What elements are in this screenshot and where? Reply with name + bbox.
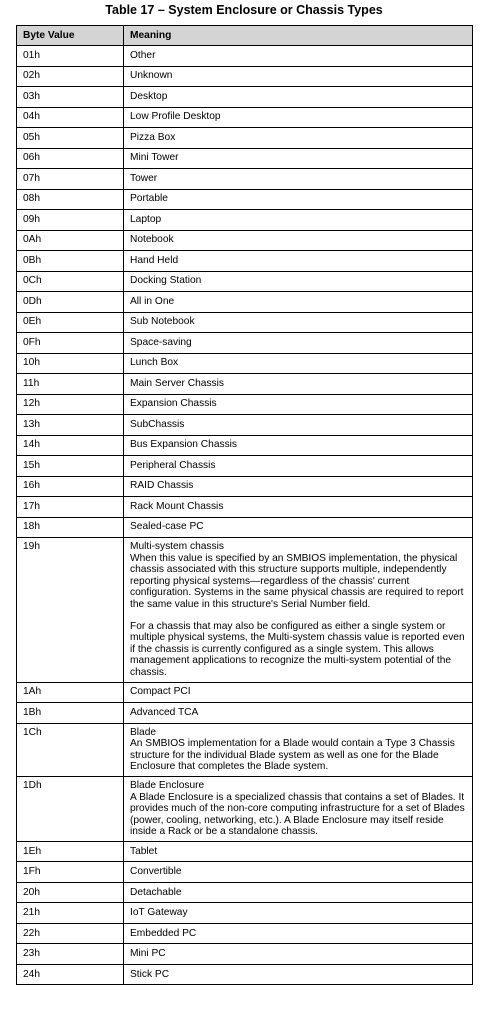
table-row xyxy=(17,189,473,210)
meaning-cell xyxy=(124,723,473,776)
meaning-cell xyxy=(124,841,473,862)
meaning-title: Hand Held xyxy=(130,254,179,266)
byte-value-cell: 1Bh xyxy=(17,703,124,724)
byte-value-cell: 13h xyxy=(17,415,124,436)
table-row xyxy=(17,107,473,128)
meaning-cell xyxy=(124,46,473,67)
meaning-cell xyxy=(124,148,473,169)
table-row xyxy=(17,169,473,190)
table-row xyxy=(17,46,473,67)
meaning-cell xyxy=(124,903,473,924)
meaning-cell xyxy=(124,394,473,415)
header-byte-value: Byte Value xyxy=(17,26,124,46)
meaning-description: A Blade Enclosure is a specialized chassis that contains a set of Blades. It provides much of the non-core computing infrastructure for a set of Blades (power, cooling, networking, etc.). A Blade Enclosure may itself reside inside a Rack or be a standalone chassis. xyxy=(130,791,465,838)
byte-value-cell: 18h xyxy=(17,517,124,538)
meaning-cell xyxy=(124,456,473,477)
chassis-types-table xyxy=(16,25,473,985)
table-row xyxy=(17,374,473,395)
meaning-cell xyxy=(124,210,473,231)
byte-value-cell: 20h xyxy=(17,882,124,903)
table-header-row xyxy=(17,26,473,46)
byte-value-cell: 22h xyxy=(17,923,124,944)
table-row xyxy=(17,538,473,683)
meaning-cell xyxy=(124,292,473,313)
meaning-cell xyxy=(124,476,473,497)
byte-value-cell: 01h xyxy=(17,46,124,67)
byte-value-cell: 06h xyxy=(17,148,124,169)
table-row xyxy=(17,944,473,965)
meaning-title: Detachable xyxy=(130,886,182,898)
meaning-title: Portable xyxy=(130,193,168,205)
meaning-title: Laptop xyxy=(130,213,162,225)
meaning-description: An SMBIOS implementation for a Blade would contain a Type 3 Chassis structure for the individual Blade system as well as one for the Blade Enclosure that completes the Blade system. xyxy=(130,738,455,773)
meaning-title: Compact PCI xyxy=(130,686,191,698)
byte-value-cell: 14h xyxy=(17,435,124,456)
meaning-cell xyxy=(124,497,473,518)
meaning-title: Lunch Box xyxy=(130,357,179,369)
meaning-title: Desktop xyxy=(130,90,168,102)
table-row xyxy=(17,415,473,436)
table-row xyxy=(17,882,473,903)
byte-value-cell: 16h xyxy=(17,476,124,497)
meaning-cell xyxy=(124,107,473,128)
header-meaning: Meaning xyxy=(124,26,473,46)
table-row xyxy=(17,703,473,724)
table-row xyxy=(17,333,473,354)
table-row xyxy=(17,292,473,313)
table-row xyxy=(17,251,473,272)
table-row xyxy=(17,353,473,374)
byte-value-cell: 1Dh xyxy=(17,776,124,841)
meaning-title: Docking Station xyxy=(130,275,202,287)
meaning-title: Other xyxy=(130,49,156,61)
table-row xyxy=(17,435,473,456)
meaning-title: Advanced TCA xyxy=(130,706,199,718)
meaning-description: For a chassis that may also be configured as either a single system or multiple physical systems, the Multi-system chassis value is reported even if the chassis is currently configured as a single system. This allows management applications to recognize the multi-system potential of the chassis. xyxy=(130,620,465,678)
meaning-description: When this value is specified by an SMBIOS implementation, the physical chassis associated with this structure supports multiple, independently reporting physical systems—regardless of the chassis' current configuration. Systems in the same physical chassis are required to report the same value in this structure's Serial Number field. xyxy=(130,552,464,610)
meaning-cell xyxy=(124,517,473,538)
byte-value-cell: 0Bh xyxy=(17,251,124,272)
meaning-title: Expansion Chassis xyxy=(130,398,217,410)
meaning-title: Stick PC xyxy=(130,968,170,980)
meaning-title: IoT Gateway xyxy=(130,907,188,919)
table-row xyxy=(17,271,473,292)
byte-value-cell: 0Eh xyxy=(17,312,124,333)
meaning-cell xyxy=(124,882,473,903)
meaning-cell xyxy=(124,189,473,210)
meaning-title: SubChassis xyxy=(130,418,185,430)
table-row xyxy=(17,230,473,251)
meaning-title: Peripheral Chassis xyxy=(130,459,216,471)
meaning-title: Unknown xyxy=(130,70,173,82)
table-row xyxy=(17,923,473,944)
table-body xyxy=(17,46,473,985)
byte-value-cell: 1Ch xyxy=(17,723,124,776)
meaning-title: Convertible xyxy=(130,866,182,878)
byte-value-cell: 23h xyxy=(17,944,124,965)
meaning-cell xyxy=(124,435,473,456)
table-row xyxy=(17,128,473,149)
byte-value-cell: 1Fh xyxy=(17,862,124,883)
meaning-title: Tablet xyxy=(130,845,158,857)
byte-value-cell: 03h xyxy=(17,87,124,108)
table-row xyxy=(17,776,473,841)
meaning-cell xyxy=(124,862,473,883)
meaning-title: Main Server Chassis xyxy=(130,377,224,389)
meaning-cell xyxy=(124,230,473,251)
byte-value-cell: 10h xyxy=(17,353,124,374)
table-row xyxy=(17,517,473,538)
byte-value-cell: 1Ah xyxy=(17,682,124,703)
table-row xyxy=(17,903,473,924)
byte-value-cell: 02h xyxy=(17,66,124,87)
table-row xyxy=(17,476,473,497)
meaning-cell xyxy=(124,353,473,374)
table-caption: Table 17 – System Enclosure or Chassis Types xyxy=(105,3,383,17)
byte-value-cell: 07h xyxy=(17,169,124,190)
byte-value-cell: 08h xyxy=(17,189,124,210)
byte-value-cell: 0Ah xyxy=(17,230,124,251)
meaning-cell xyxy=(124,776,473,841)
table-row xyxy=(17,862,473,883)
table-row xyxy=(17,394,473,415)
byte-value-cell: 15h xyxy=(17,456,124,477)
table-row xyxy=(17,723,473,776)
table-row xyxy=(17,841,473,862)
meaning-cell xyxy=(124,169,473,190)
meaning-title: Multi-system chassis xyxy=(130,541,224,552)
meaning-cell xyxy=(124,703,473,724)
meaning-title: Sub Notebook xyxy=(130,316,195,328)
meaning-title: Bus Expansion Chassis xyxy=(130,439,238,451)
byte-value-cell: 0Ch xyxy=(17,271,124,292)
meaning-title: Pizza Box xyxy=(130,131,176,143)
table-row xyxy=(17,312,473,333)
table-row xyxy=(17,87,473,108)
byte-value-cell: 05h xyxy=(17,128,124,149)
table-row xyxy=(17,66,473,87)
meaning-title: Notebook xyxy=(130,234,174,246)
meaning-title: Embedded PC xyxy=(130,927,197,939)
byte-value-cell: 09h xyxy=(17,210,124,231)
meaning-cell xyxy=(124,944,473,965)
meaning-title: Rack Mount Chassis xyxy=(130,500,224,512)
table-row xyxy=(17,964,473,985)
meaning-title: Space-saving xyxy=(130,336,192,348)
meaning-title: Mini PC xyxy=(130,948,166,960)
meaning-title: Blade Enclosure xyxy=(130,779,205,791)
meaning-title: RAID Chassis xyxy=(130,480,194,492)
meaning-cell xyxy=(124,964,473,985)
meaning-cell xyxy=(124,87,473,108)
byte-value-cell: 1Eh xyxy=(17,841,124,862)
byte-value-cell: 0Dh xyxy=(17,292,124,313)
table-row xyxy=(17,497,473,518)
meaning-title: All in One xyxy=(130,295,175,307)
byte-value-cell: 0Fh xyxy=(17,333,124,354)
byte-value-cell: 21h xyxy=(17,903,124,924)
byte-value-cell: 11h xyxy=(17,374,124,395)
meaning-cell xyxy=(124,128,473,149)
meaning-cell xyxy=(124,923,473,944)
meaning-cell xyxy=(124,333,473,354)
meaning-title: Mini Tower xyxy=(130,152,179,164)
table-row xyxy=(17,682,473,703)
meaning-cell xyxy=(124,66,473,87)
byte-value-cell: 04h xyxy=(17,107,124,128)
table-row xyxy=(17,456,473,477)
meaning-cell xyxy=(124,538,473,683)
meaning-title: Blade xyxy=(130,726,157,738)
meaning-title: Sealed-case PC xyxy=(130,521,204,533)
byte-value-cell: 19h xyxy=(17,538,124,683)
table-row xyxy=(17,210,473,231)
meaning-cell xyxy=(124,374,473,395)
meaning-cell xyxy=(124,682,473,703)
meaning-title: Low Profile Desktop xyxy=(130,111,221,123)
meaning-cell xyxy=(124,312,473,333)
meaning-title: Tower xyxy=(130,172,158,184)
table-row xyxy=(17,148,473,169)
meaning-cell xyxy=(124,251,473,272)
byte-value-cell: 24h xyxy=(17,964,124,985)
byte-value-cell: 12h xyxy=(17,394,124,415)
meaning-cell xyxy=(124,415,473,436)
meaning-cell xyxy=(124,271,473,292)
byte-value-cell: 17h xyxy=(17,497,124,518)
